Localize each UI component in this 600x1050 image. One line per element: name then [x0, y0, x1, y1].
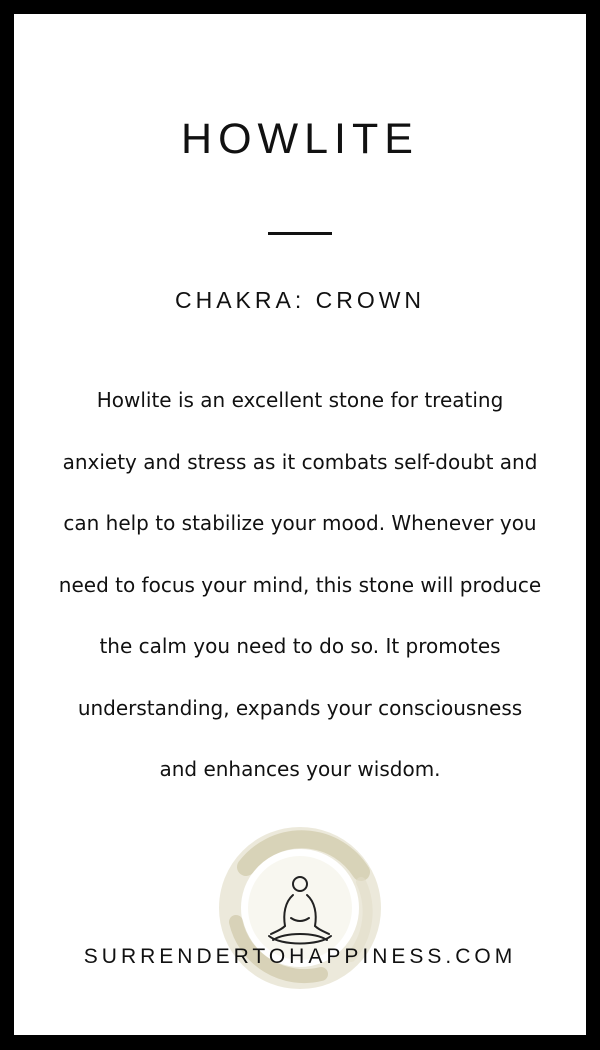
description-line: the calm you need to do so. It promotes [99, 634, 501, 658]
title-divider [268, 232, 332, 235]
chakra-label: CHAKRA: CROWN [174, 287, 426, 313]
stone-title: HOWLITE [181, 115, 419, 163]
description-line: and enhances your wisdom. [159, 757, 441, 781]
description-line: need to focus your mind, this stone will produce [58, 572, 542, 597]
description-line: Howlite is an excellent stone for treating [96, 388, 504, 412]
stone-card [14, 14, 586, 1035]
description-line: anxiety and stress as it combats self-doubt and [62, 449, 538, 474]
description-line: understanding, expands your consciousness [77, 695, 523, 720]
website-url: SURRENDERTOHAPPINESS.COM [83, 945, 517, 968]
meditating-figure-icon [211, 822, 389, 994]
stone-description [32, 370, 568, 801]
description-line: can help to stabilize your mood. Whenever you [63, 511, 537, 535]
